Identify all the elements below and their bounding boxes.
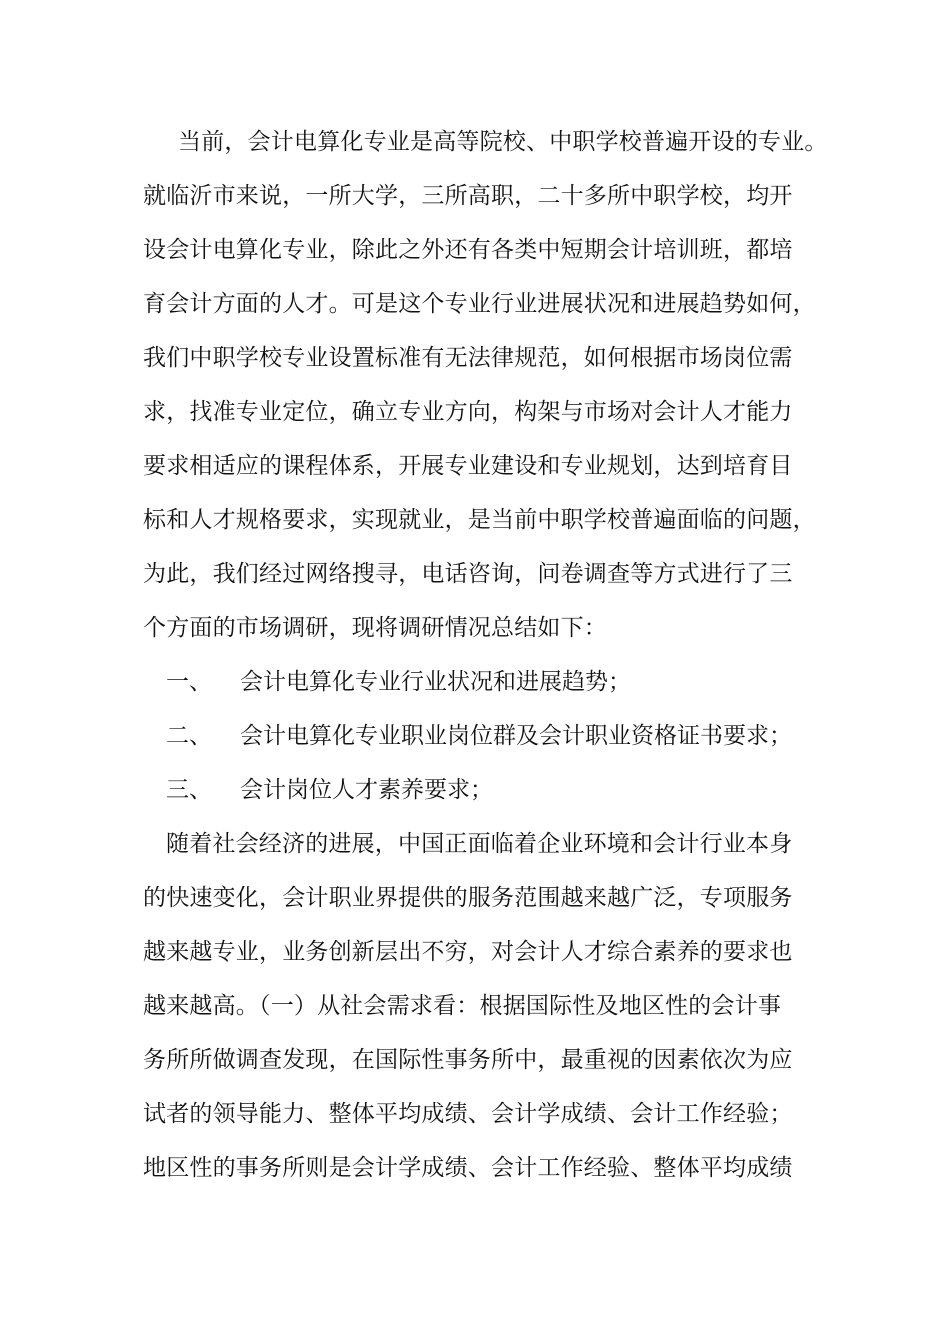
paragraph2-line-6: 试者的领导能力、整体平均成绩、会计学成绩、会计工作经验； — [143, 1101, 793, 1127]
paragraph2-line-7: 地区性的事务所则是会计学成绩、会计工作经验、整体平均成绩 — [143, 1155, 793, 1181]
paragraph1-line-10: 个方面的市场调研，现将调研情况总结如下： — [143, 615, 607, 641]
paragraph1-line-9: 为此，我们经过网络搜寻，电话咨询，问卷调查等方式进行了三 — [143, 561, 793, 587]
paragraph1-line-8: 标和人才规格要求，实现就业，是当前中职学校普遍面临的问题， — [143, 507, 816, 533]
paragraph2-line-2: 的快速变化，会计职业界提供的服务范围越来越广泛，专项服务 — [143, 885, 793, 911]
paragraph2-line-1: 随着社会经济的进展，中国正面临着企业环境和会计行业本身 — [166, 831, 793, 857]
list-item-2-text: 会计电算化专业职业岗位群及会计职业资格证书要求； — [240, 723, 792, 749]
paragraph2-line-4: 越来越高。（一）从社会需求看：根据国际性及地区性的会计事 — [143, 993, 782, 1019]
list-item-3-text: 会计岗位人才素养要求； — [240, 777, 493, 803]
paragraph1-line-2: 就临沂市来说，一所大学，三所高职，二十多所中职学校，均开 — [143, 183, 793, 209]
paragraph1-line-5: 我们中职学校专业设置标准有无法律规范，如何根据市场岗位需 — [143, 345, 793, 371]
paragraph2-line-3: 越来越专业，业务创新层出不穷，对会计人才综合素养的要求也 — [143, 939, 793, 965]
list-item-1-number: 一、 — [166, 669, 212, 695]
paragraph1-line-4: 育会计方面的人才。可是这个专业行业进展状况和进展趋势如何， — [143, 291, 816, 317]
paragraph1-line-1: 当前，会计电算化专业是高等院校、中职学校普遍开设的专业。 — [178, 129, 828, 155]
list-item-1-text: 会计电算化专业行业状况和进展趋势； — [240, 669, 631, 695]
paragraph1-line-6: 求，找准专业定位，确立专业方向，构架与市场对会计人才能力 — [143, 399, 793, 425]
list-item-2-number: 二、 — [166, 723, 212, 749]
paragraph1-line-3: 设会计电算化专业，除此之外还有各类中短期会计培训班，都培 — [143, 237, 793, 263]
list-item-3-number: 三、 — [166, 777, 212, 803]
paragraph2-line-5: 务所所做调查发现，在国际性事务所中，最重视的因素依次为应 — [143, 1047, 793, 1073]
paragraph1-line-7: 要求相适应的课程体系，开展专业建设和专业规划，达到培育目 — [143, 453, 793, 479]
